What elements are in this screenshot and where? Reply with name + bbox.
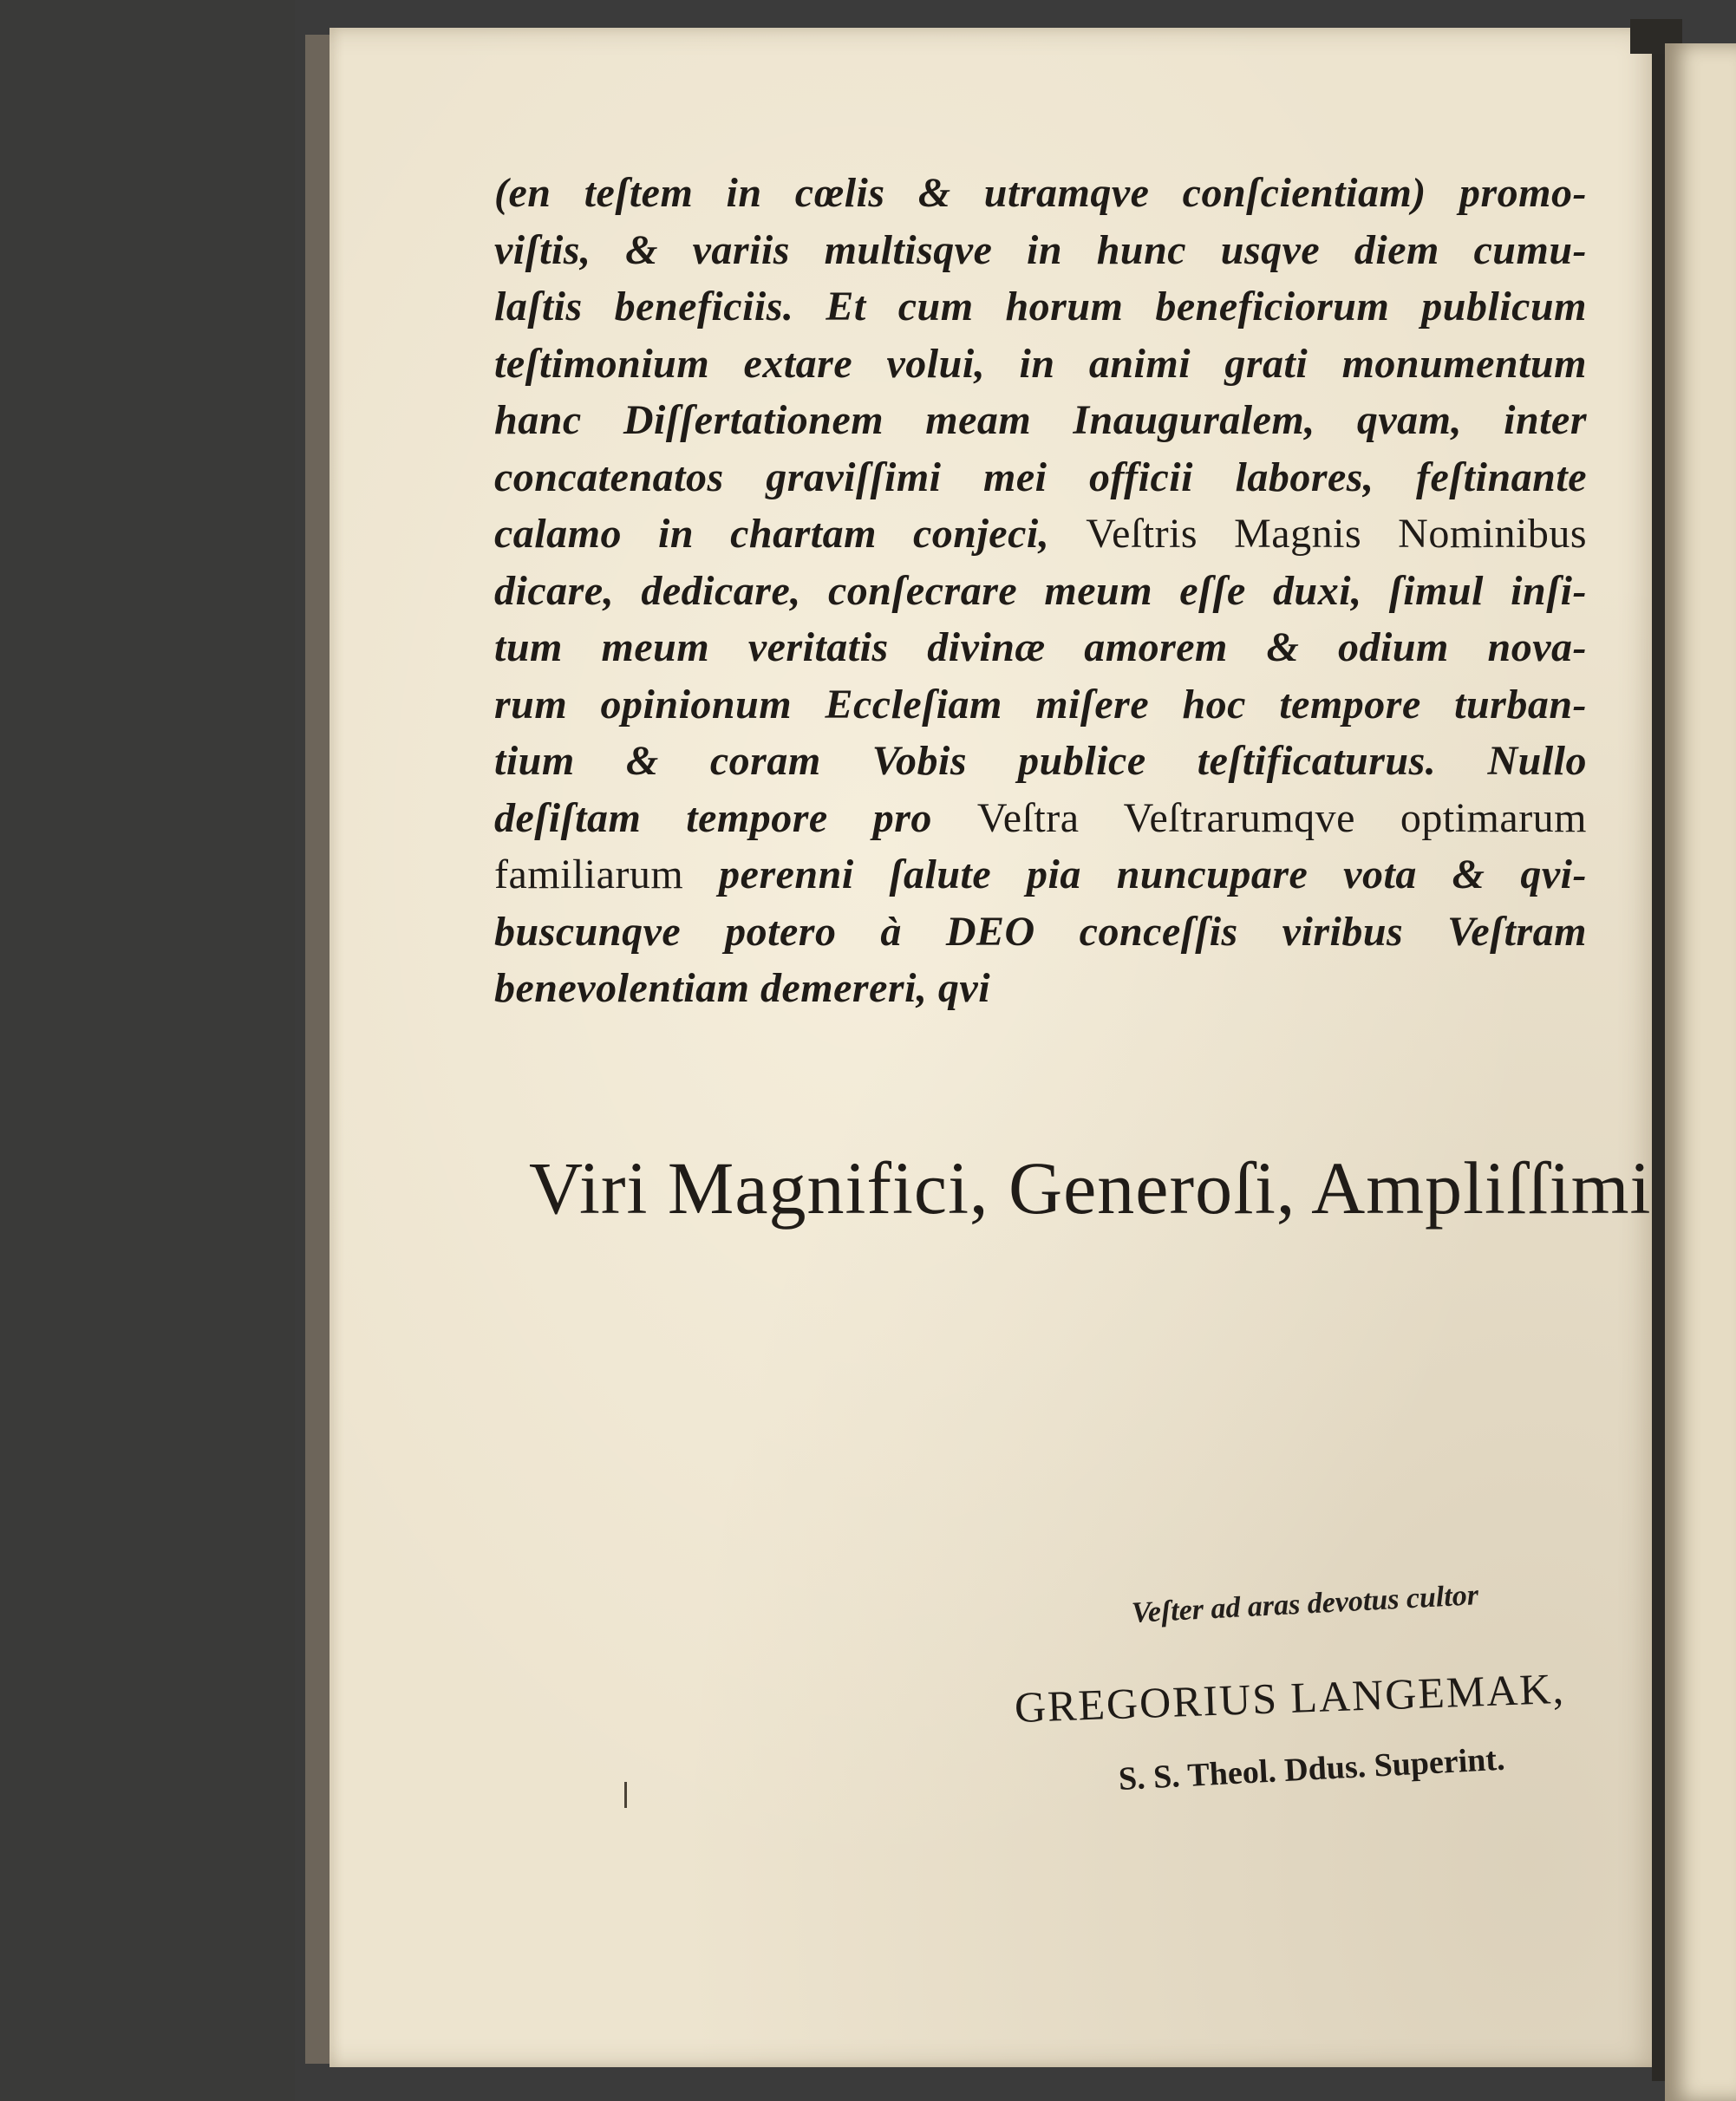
text-line: buscunqve potero à DEO conceſſis viribus Veſtram — [494, 908, 1587, 955]
text-line — [494, 790, 1587, 847]
text-line: laſtis beneficiis. Et cum horum beneficiorum publicum — [494, 284, 1587, 330]
text-line: teſtimonium extare volui, in animi grati monumentum — [494, 340, 1587, 387]
roman-segment: Veſtra Veſtrarumqve optimarum — [976, 794, 1588, 841]
salutation-heading: Viri Magnifici, Generoſi, Ampliſſimi — [529, 1146, 1652, 1230]
italic-segment: perenni ſalute pia nuncupare vota & qvi- — [719, 851, 1588, 897]
text-line — [494, 506, 1587, 563]
italic-segment: calamo in chartam conjeci, — [494, 511, 1050, 557]
text-line — [494, 846, 1587, 904]
author-title: S. S. Theol. Ddus. Superint. — [1117, 1740, 1506, 1798]
text-line: rum opinionum Eccleſiam miſere hoc tempore turban- — [494, 681, 1587, 728]
text-line: tum meum veritatis divinæ amorem & odium nova- — [494, 624, 1587, 670]
roman-segment: Veſtris Magnis Nominibus — [1086, 511, 1587, 557]
text-line: (en teſtem in cœlis & utramqve conſcientiam) promo- — [494, 170, 1587, 216]
text-line: benevolentiam demereri, qvi — [494, 965, 991, 1011]
text-line: viſtis, & variis multisqve in hunc usqve diem cumu- — [494, 226, 1587, 273]
dedication-body — [494, 165, 1587, 1017]
italic-segment: deſiſtam tempore pro — [494, 794, 932, 841]
text-line: dicare, dedicare, conſecrare meum eſſe duxi, ſimul inſi- — [494, 567, 1587, 614]
background-board — [0, 0, 295, 2101]
facing-page-edge — [1665, 43, 1736, 2101]
roman-segment: familiarum — [494, 851, 684, 897]
text-line: tium & coram Vobis publice teſtificaturus. Nullo — [494, 738, 1587, 784]
author-name: GREGORIUS LANGEMAK, — [1014, 1663, 1566, 1732]
text-line: concatenatos graviſſimi mei officii labores, feſtinante — [494, 453, 1587, 500]
ink-mark — [624, 1782, 627, 1808]
text-line: hanc Diſſertationem meam Inauguralem, qvam, inter — [494, 397, 1587, 443]
closing-formula: Veſter ad aras devotus cultor — [1131, 1579, 1479, 1629]
